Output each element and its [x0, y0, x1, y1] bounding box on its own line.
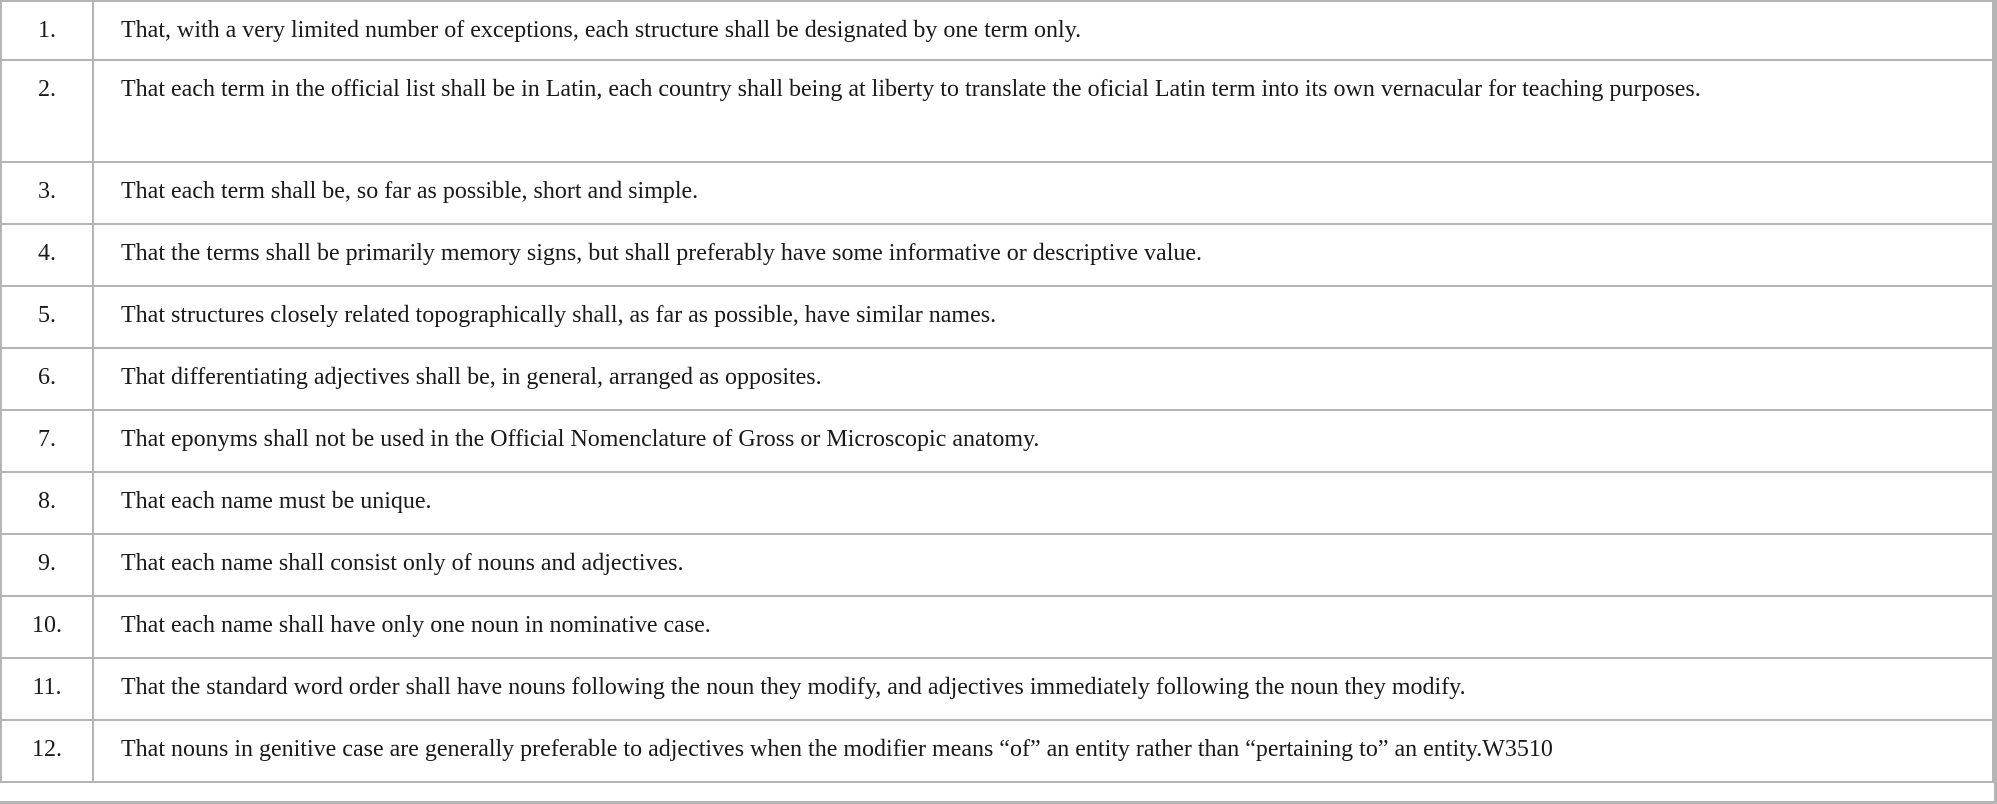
rule-text: That eponyms shall not be used in the Official Nomenclature of Gross or Microscopic anatomy. — [93, 410, 1993, 472]
rule-number: 8. — [1, 472, 93, 534]
rule-text: That, with a very limited number of exceptions, each structure shall be designated by one term only. — [93, 1, 1993, 60]
rule-number: 2. — [1, 60, 93, 162]
rule-text: That each name must be unique. — [93, 472, 1993, 534]
table-row — [1, 224, 1993, 286]
table-row — [1, 60, 1993, 162]
table-row — [1, 348, 1993, 410]
table-row — [1, 534, 1993, 596]
table-row — [1, 1, 1993, 60]
rule-number: 3. — [1, 162, 93, 224]
rule-number: 7. — [1, 410, 93, 472]
rule-text: That each name shall consist only of nouns and adjectives. — [93, 534, 1993, 596]
table-row — [1, 472, 1993, 534]
rule-number: 6. — [1, 348, 93, 410]
rule-text: That each term shall be, so far as possible, short and simple. — [93, 162, 1993, 224]
table-row — [1, 596, 1993, 658]
rule-text: That the standard word order shall have nouns following the noun they modify, and adjectives immediately following the noun they modify. — [93, 658, 1993, 720]
rule-number: 10. — [1, 596, 93, 658]
rule-text: That the terms shall be primarily memory signs, but shall preferably have some informative or descriptive value. — [93, 224, 1993, 286]
rule-text: That structures closely related topographically shall, as far as possible, have similar names. — [93, 286, 1993, 348]
rule-number: 4. — [1, 224, 93, 286]
table-row — [1, 410, 1993, 472]
rule-number: 1. — [1, 1, 93, 60]
rule-number: 12. — [1, 720, 93, 782]
rule-number: 5. — [1, 286, 93, 348]
rule-text: That each name shall have only one noun in nominative case. — [93, 596, 1993, 658]
rule-text: That nouns in genitive case are generally preferable to adjectives when the modifier means “of” an entity rather than “pertaining to” an entity.W3510 — [93, 720, 1993, 782]
table-row — [1, 658, 1993, 720]
rule-text: That differentiating adjectives shall be, in general, arranged as opposites. — [93, 348, 1993, 410]
rule-number: 9. — [1, 534, 93, 596]
table-row — [1, 286, 1993, 348]
table-row — [1, 720, 1993, 782]
rule-text: That each term in the official list shall be in Latin, each country shall being at liberty to translate the oficial Latin term into its own vernacular for teaching purposes. — [93, 60, 1993, 162]
rule-number: 11. — [1, 658, 93, 720]
table-row — [1, 162, 1993, 224]
